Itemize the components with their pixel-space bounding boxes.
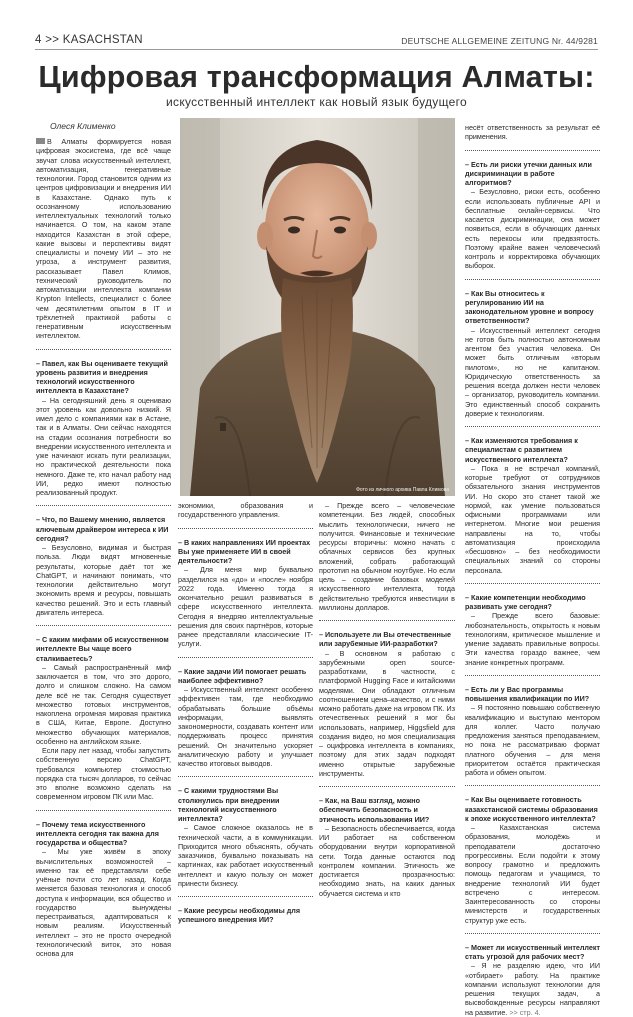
answer: – Безопасность обеспечивается, когда ИИ работает на собственном оборудовании внутри корпоративной сети. Тогда данные остаются под контролем компании. Этичность же достигается прозрачностью: необходимо знать, на каких данных обучается система и кто [319,823,455,898]
question: – В каких направлениях ИИ проектах Вы уже применяете ИИ в своей деятельности? [178,537,311,565]
publication-name: DEUTSCHE ALLGEMEINE ZEITUNG Nr. 44 [401,36,576,46]
divider [465,583,600,584]
question: – С какими трудностями Вы столкнулись при внедрении технологий искусственного интеллекта? [178,786,280,823]
lead-text: В Алматы формируется новая цифровая экосистема, где всё чаще звучат слова искусственный интеллект, автоматизация, генеративные технологии. Город становится одним из центров цифровизации и внедрения ИИ в Казахстане. Однако путь к осознанному использованию интеллектуальных технологий только начинается. О том, на каком этапе находится Казахстан в этой сфере, какие вызовы и перспективы видят специалисты и почему ИИ – это не угроза, а инструмент развития, рассказывает Павел Климов, технический руководитель по автоматизации интеллекта компании Krypton Intellects, специалист с более чем десятилетним опытом в IT и трёхлетней практикой работы с генеративным искусственным интеллектом. [36,137,171,341]
question: – Как изменяются требования к специалистам с развитием искусственного интеллекта? [465,436,578,464]
divider [465,279,600,280]
lead-paragraph [36,137,171,341]
photo-credit: Фото из личного архива Павла Климова [356,487,449,493]
question: – Есть ли у Вас программы повышения квалификации по ИИ? [465,684,590,703]
article-subtitle: искусственный интеллект как новый язык будущего [166,95,467,109]
page-number: 4 [35,34,42,46]
answer: экономики, образования и государственного управления. [178,501,313,520]
divider [36,810,171,811]
divider [319,620,455,621]
answer: – Безусловно, риски есть, особенно если использовать публичные API и бесплатные онлайн-сервисы. Что касается дискриминации, она может появиться, если в обучающих данных есть перекосы или предвзятость. Поэтому крайне важен человеческий контроль и корректировка обучающих выборок. [465,187,600,271]
text-column-4 [465,123,601,1017]
page-section-label [35,34,143,46]
answer: – Мы уже живём в эпоху вычислительных возможностей – именно так её представляли себе учёные почти сто лет назад. Когда меняется базовая технология и способ доступа к информации, вся общество и государство вынуждены перестраиваться, адаптироваться к новым реалиям. Искусственный интеллект – это не просто очередной технологический виток, это новая основа для [36,847,171,958]
divider [465,675,600,676]
answer: Если пару лет назад, чтобы запустить собственную версию ChatGPT, требовался компьютер стоимостью порядка ста тысяч долларов, то сейчас это вполне возможно сделать на современном игровом ПК или Mac. [36,746,171,802]
divider [465,426,600,427]
answer: – Казахстанская система образования, молодёжь и преподаватели достаточно прогрессивны. Если подойти к этому вопросу грамотно и предложить помощь педагогам и учащимся, то внедрение технологий ИИ будет встречено с интересом. Заинтересованность со стороны министерств и государственных структур уже есть. [465,823,600,925]
lead-marker [36,138,45,144]
answer: – Прежде всего – человеческие компетенции. Без людей, способных мыслить технологически, ничего не получится. Финансовые и технические ресурсы вторичны: можно начать с облачных сервисов без крупных вложений, собрать работающий прототип на обычном ноутбуке. Но если цель – создание базовых моделей искусственного интеллекта, тогда действительно требуются инвестиции в миллионы долларов. [319,501,455,612]
answer-text: – Я не разделяю идею, что ИИ «отбирает» работу. На практике компании используют технологии для решения текущих задач, а высвобожденные ресурсы направляют на развитие. [465,961,600,1017]
answer: – Прежде всего базовые: любознательность, открытость к новым технологиям, критическое мышление и умение задавать правильные вопросы. Эти качества гораздо важнее, чем знание конкретных программ. [465,611,600,667]
portrait-photo [180,118,455,496]
question: – С каким мифами об искусственном интеллекте Вы чаще всего сталкиваетесь? [36,635,169,663]
continued-link[interactable]: >> стр. 4. [509,1007,541,1017]
answer: – Искусственный интеллект сегодня не готов быть полностью автономным агентом без участия человека. Он может быть отличным «вторым пилотом», но не капитаном. Юридическую ответственность за решения всегда должен нести человек – организатор, руководитель компании. Это единственный способ сохранить доверие к технологиям. [465,325,600,418]
answer: несёт ответственность за результат её применения. [465,123,600,142]
question: – Используете ли Вы отечественные или зарубежные ИИ-разработки? [319,630,451,649]
answer: – В основном я работаю с зарубежными open source-разработками, в частности, с платформой Hugging Face и китайскими моделями. Они обладают отличным соотношением цена–качество, и с ними можно работать даже на игровом ПК. Из отечественных решений я мог бы использовать, например, Higgsfield для создания видео, но моя специализация – оцифровка интеллекта в компаниях, поэтому для этих задач подходят именно открытые зарубежные инструменты. [319,648,455,778]
text-column-3 [319,501,455,898]
question: – Павел, как Вы оцениваете текущий уровень развития и внедрения технологий искусственного интеллекта в Казахстане? [36,358,168,396]
divider [465,933,600,934]
answer: – Самый распространённый миф заключается в том, что это дорого, долго и слишком сложно. На самом деле всё не так. Сегодня существует множество готовых инструментов, накоплена огромная мировая практика в США, Китае, Европе. Доступно множество обучающих материалов, особенно на английском языке. [36,662,171,746]
question: – Как Вы относитесь к регулированию ИИ на законодательном уровне и вопросу ответственности? [465,288,594,326]
divider [36,625,171,626]
divider [36,505,171,506]
answer: – Пока я не встречал компаний, которые требуют от сотрудников обязательного знания инструментов ИИ. Но скоро это станет такой же нормой, как умение пользоваться офисными программами или интернетом. Многие мои решения направлены на то, чтобы автоматизация происходила «бесшовно» – без необходимости специальных знаний со стороны персонала. [465,463,600,575]
divider [319,786,455,787]
section-name: >> KASACHSTAN [45,34,143,46]
answer: – Для меня мир буквально разделился на «до» и «после» ноября 2022 года. Именно тогда я окончательно решил развиваться в сфере искусственного интеллекта. Сегодня я внедряю интеллектуальные решения для своих партнёров, которые ранее представляли классические IT-услуги. [178,565,313,649]
portrait-illustration [180,118,455,496]
divider [465,785,600,786]
answer: – Самое сложное оказалось не в технической части, а в коммуникации. Приходится много объяснять, обучать заказчиков, буквально показывать на картинках, как работает искусственный интеллект и какую пользу он может принести бизнесу. [178,823,313,888]
question: – Как, на Ваш взгляд, можно обеспечить безопасность и этичность использования ИИ? [319,796,430,824]
divider [178,657,313,658]
divider [178,528,313,529]
article-title: Цифровая трансформация Алматы: [38,60,595,94]
question: – Какие ресурсы необходимы для успешного внедрения ИИ? [178,906,301,925]
author-byline: Олеся Клименко [50,121,116,131]
answer: – Я постоянно повышаю собственную квалификацию и выступаю ментором для коллег. Часто получаю предложения заняться преподаванием, но пока не рассматриваю формат платного обучения – для меня приоритетом остаётся практическая работа и обмен опытом. [465,703,600,777]
answer: – Искусственный интеллект особенно эффективен там, где необходимо обрабатывать большие объёмы информации, выявлять закономерности, создавать контент или поддерживать процесс принятия решений. Он значительно ускоряет аналитическую работу и улучшает качество итоговых выводов. [178,685,313,768]
question: – Какие задачи ИИ помогает решать наиболее эффективно? [178,666,307,685]
question: – Что, по Вашему мнению, является ключевым драйвером интереса к ИИ сегодня? [36,515,169,543]
divider [178,896,313,897]
publication-label [401,36,598,46]
divider [465,150,600,151]
question: – Как Вы оцениваете готовность казахстанской системы образования к эпохе искусственного интеллекта? [465,795,598,823]
question: – Какие компетенции необходимо развивать уже сегодня? [465,592,586,611]
answer [465,961,600,1017]
text-column-2 [178,501,313,925]
divider [178,776,313,777]
issue-number: /9281 [575,36,598,46]
question: – Почему тема искусственного интеллекта сегодня так важна для государства и общества? [36,819,159,847]
question: – Может ли искусственный интеллект стать угрозой для рабочих мест? [465,942,601,961]
divider [36,349,171,350]
question: – Есть ли риски утечки данных или дискриминации в работе алгоритмов? [465,159,592,187]
answer: – На сегодняшний день я оцениваю этот уровень как довольно низкий. Я имел дело с компаниями как в Астане, так и в Алматы. Они сейчас находятся на стадии осознания потребности во внедрении искусственного интеллекта и уже начинают искать пути реализации, но практической деятельности пока немного. Даже те, кто начал работу над ИИ, редко имеют полностью реализованный продукт. [36,395,171,497]
answer: – Безусловно, видимая и быстрая польза. Люди видят мгновенные результаты, которые даёт тот же ChatGPT, и начинают понимать, что технологии действительно могут экономить время и ресурсы, повышать качество решений. Это и есть главный двигатель интереса. [36,543,171,617]
page-header [35,34,598,50]
text-column-1 [36,137,171,958]
